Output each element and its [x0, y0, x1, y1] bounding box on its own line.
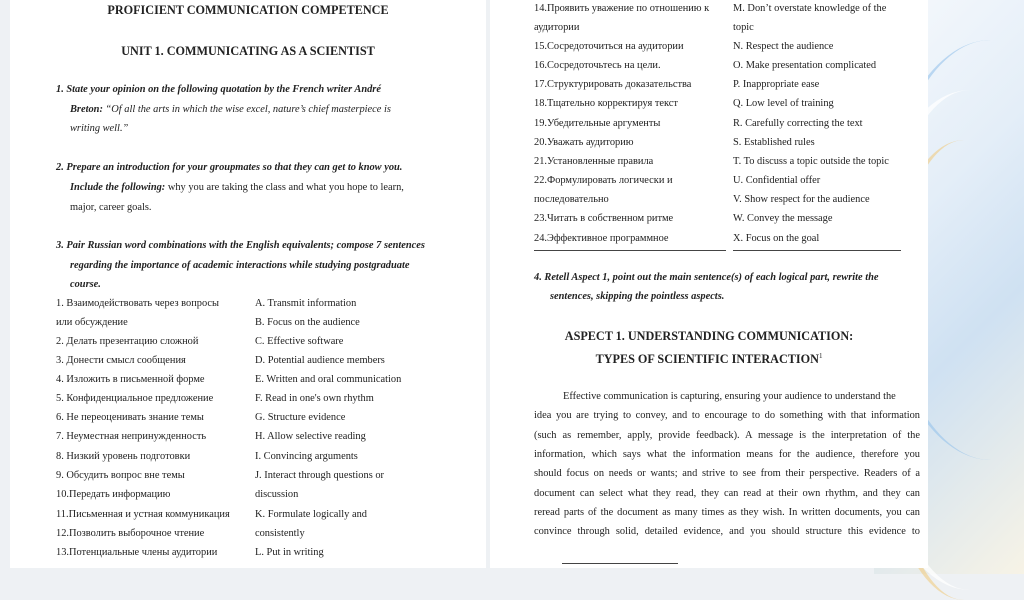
task-3-line-2: regarding the importance of academic interactions while studying postgraduate [70, 260, 410, 271]
right-page [490, 0, 928, 568]
russian-item: 8. Низкий уровень подготовки [56, 451, 191, 462]
english-item: U. Confidential offer [733, 175, 821, 186]
english-item: X. Focus on the goal [733, 233, 820, 244]
russian-item: 20.Уважать аудиторию [534, 137, 634, 148]
russian-item: 4. Изложить в письменной форме [56, 374, 205, 385]
task-2-line-1: 2. Prepare an introduction for your groupmates so that they can get to know you. [56, 162, 403, 173]
task-4-line-1: 4. Retell Aspect 1, point out the main sentence(s) of each logical part, rewrite the [534, 272, 879, 283]
english-item: O. Make presentation complicated [733, 60, 877, 71]
russian-item: 11.Письменная и устная коммуникация [56, 509, 230, 520]
russian-item: 21.Установленные правила [534, 156, 654, 167]
english-item: I. Convincing arguments [255, 451, 358, 462]
english-item: C. Effective software [255, 336, 344, 347]
russian-item: 14.Проявить уважение по отношению к [534, 3, 710, 14]
russian-item: 10.Передать информацию [56, 489, 171, 500]
footnote-rule [562, 563, 678, 564]
english-item: G. Structure evidence [255, 412, 346, 423]
russian-item: 13.Потенциальные члены аудитории [56, 547, 218, 558]
english-item: W. Convey the message [733, 213, 833, 224]
english-item: P. Inappropriate ease [733, 79, 820, 90]
russian-item: 22.Формулировать логически и [534, 175, 673, 186]
task-4-line-2: sentences, skipping the pointless aspects. [550, 291, 725, 302]
english-item: S. Established rules [733, 137, 815, 148]
body-line: idea you are trying to convey, and to encourage to do something with that information [534, 410, 920, 421]
body-line: Effective communication is capturing, ensuring your audience to understand the [563, 391, 896, 402]
english-item: discussion [255, 489, 299, 500]
english-item: H. Allow selective reading [255, 431, 366, 442]
english-item: V. Show respect for the audience [733, 194, 870, 205]
task-3-line-3: course. [70, 279, 101, 290]
russian-item: 5. Конфиденциальное предложение [56, 393, 214, 404]
body-line: convince through solid, detailed evidence, and you should structure this evidence to [534, 526, 920, 537]
russian-item: 17.Структурировать доказательства [534, 79, 692, 90]
task-2-emphasis: Include the following: [70, 182, 166, 193]
english-item: T. To discuss a topic outside the topic [733, 156, 889, 167]
english-item: F. Read in one's own rhythm [255, 393, 374, 404]
task-2-line-3: major, career goals. [70, 202, 152, 213]
russian-item: 12.Позволить выборочное чтение [56, 528, 205, 539]
task-2-text: why you are taking the class and what you hope to learn, [165, 182, 404, 193]
english-item: M. Don’t overstate knowledge of the [733, 3, 887, 14]
document-title: PROFICIENT COMMUNICATION COMPETENCE [107, 3, 389, 17]
task-1-line-1: 1. State your opinion on the following quotation by the French writer André [56, 84, 381, 95]
body-line: (such as remember, apply, provide feedback). A message is the interpretation of the [534, 430, 920, 441]
quote-text: “Of all the arts in which the wise excel, nature’s chief masterpiece is [102, 104, 391, 115]
english-item: topic [733, 22, 754, 33]
russian-item: 15.Сосредоточиться на аудитории [534, 41, 684, 52]
russian-item: 7. Неуместная непринужденность [56, 431, 207, 442]
task-1-line-3: writing well.” [70, 123, 129, 134]
task-3-line-1: 3. Pair Russian word combinations with the English equivalents; compose 7 sentences [56, 240, 425, 251]
task-1-line-2 [70, 103, 391, 117]
russian-item: 6. Не переоценивать знание темы [56, 412, 204, 423]
english-item: Q. Low level of training [733, 98, 834, 109]
english-item: J. Interact through questions or [255, 470, 384, 481]
english-item: L. Put in writing [255, 547, 324, 558]
russian-item: 3. Донести смысл сообщения [56, 355, 186, 366]
english-item: A. Transmit information [255, 298, 357, 309]
russian-item: 2. Делать презентацию сложной [56, 336, 199, 347]
russian-item: последовательно [534, 194, 609, 205]
english-item: B. Focus on the audience [255, 317, 360, 328]
english-item: K. Formulate logically and [255, 509, 367, 520]
russian-item: 16.Сосредоточьтесь на цели. [534, 60, 661, 71]
task-2-line-2 [70, 181, 404, 195]
unit-heading: UNIT 1. COMMUNICATING AS A SCIENTIST [121, 44, 375, 58]
russian-item: 18.Тщательно корректируя текст [534, 98, 678, 109]
english-item: D. Potential audience members [255, 355, 385, 366]
english-item: E. Written and oral communication [255, 374, 402, 385]
aspect-heading-line-2 [490, 349, 928, 366]
footnote-marker: 1 [818, 352, 823, 360]
russian-item: 19.Убедительные аргументы [534, 118, 661, 129]
body-line: reread parts of the document as many times as they wish. In written documents, you can [534, 507, 920, 518]
body-line: information, which says what the information means for the audience, therefore you [534, 449, 920, 460]
russian-item: 1. Взаимодействовать через вопросы [56, 298, 220, 309]
table-end-rule [733, 250, 901, 251]
russian-item: или обсуждение [56, 317, 128, 328]
russian-item: 24.Эффективное программное [534, 233, 669, 244]
russian-item: 23.Читать в собственном ритме [534, 213, 674, 224]
aspect-heading-text: TYPES OF SCIENTIFIC INTERACTION [595, 352, 819, 367]
body-line: document can select what they read, they can read at their own rhythm, and they can [534, 488, 920, 499]
english-item: R. Carefully correcting the text [733, 118, 863, 129]
english-item: consistently [255, 528, 305, 539]
quote-author: Breton: [70, 104, 103, 115]
russian-item: аудитории [534, 22, 580, 33]
body-line: should focus on needs or wants; and strive to see from their perspective. Readers of a [534, 468, 920, 479]
left-page [10, 0, 486, 568]
english-item: N. Respect the audience [733, 41, 834, 52]
table-end-rule [534, 250, 726, 251]
aspect-heading-line-1: ASPECT 1. UNDERSTANDING COMMUNICATION: [564, 329, 854, 343]
russian-item: 9. Обсудить вопрос вне темы [56, 470, 185, 481]
